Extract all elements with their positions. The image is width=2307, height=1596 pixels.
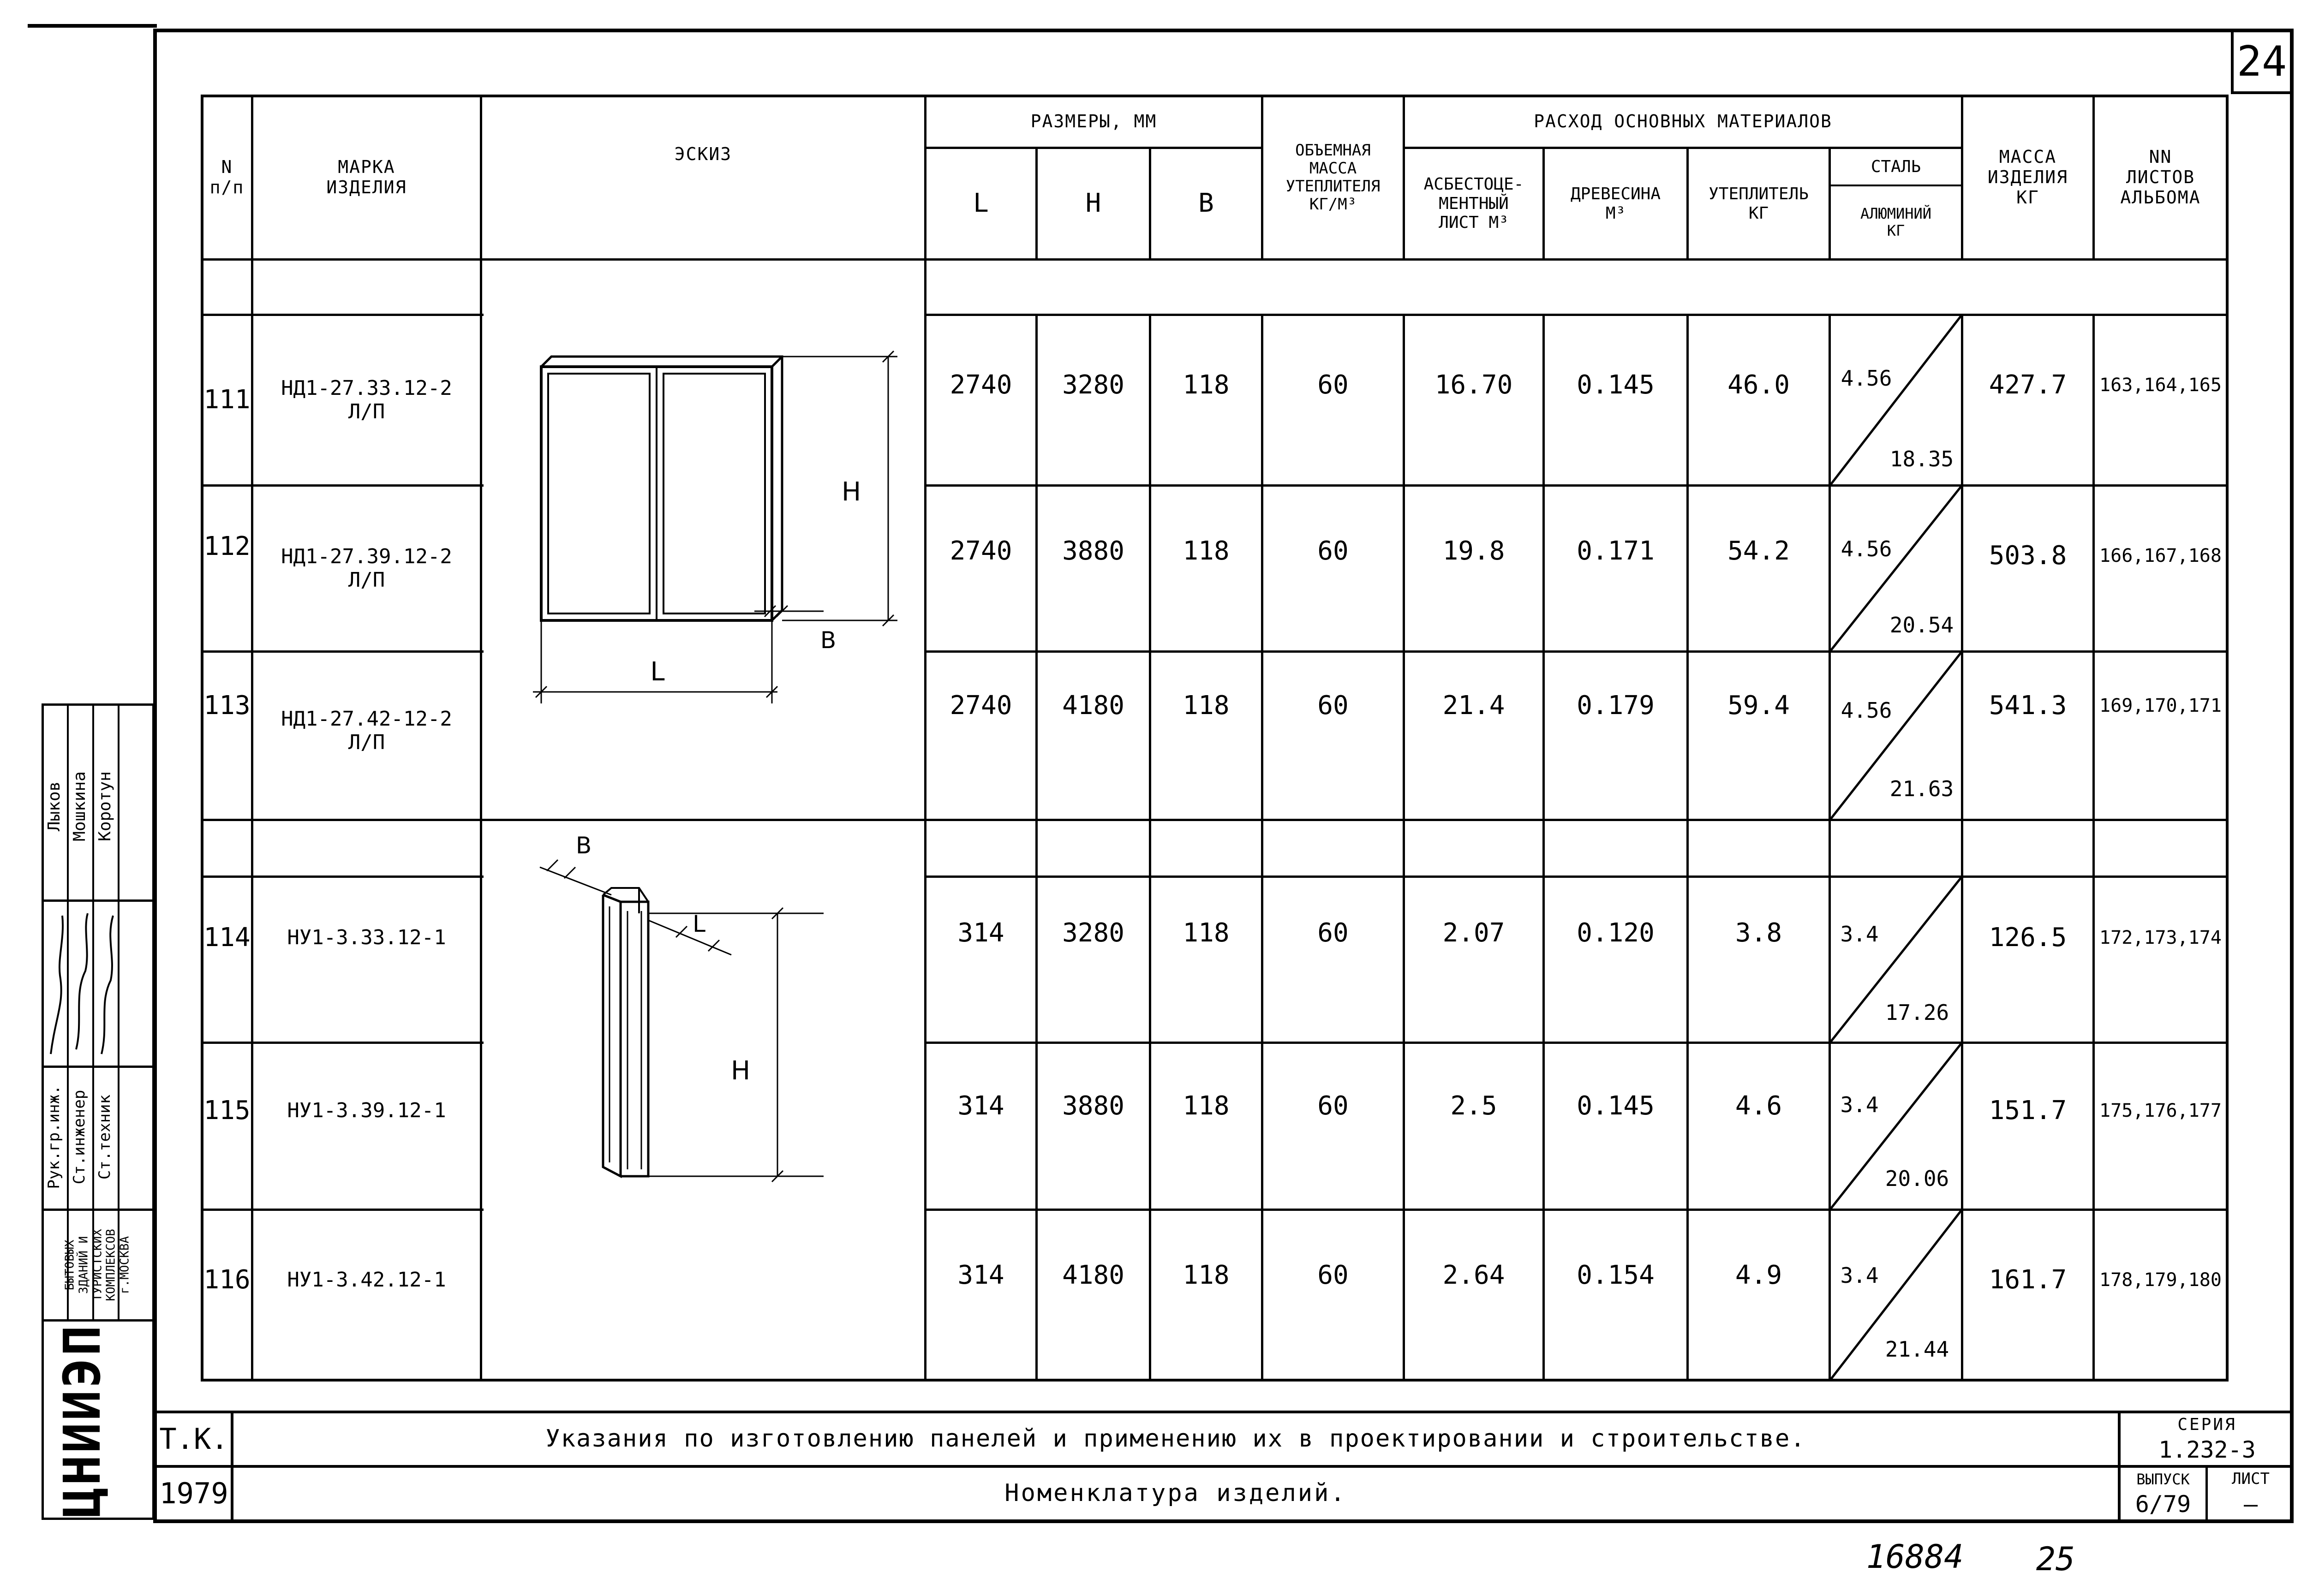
header-aluminium: АЛЮМИНИЙ КГ	[1860, 205, 1932, 239]
cell-steel: 4.56	[1841, 536, 1892, 561]
cell-num: 116	[203, 1264, 251, 1295]
cell-mass: 161.7	[1989, 1264, 2067, 1295]
series-label: СЕРИЯ	[2177, 1415, 2237, 1435]
cell-asbestos: 16.70	[1434, 369, 1513, 400]
cell-L: 314	[957, 917, 1004, 948]
cell-insulation: 4.6	[1735, 1090, 1782, 1121]
cell-aluminium: 20.06	[1885, 1166, 1949, 1191]
cell-num: 111	[203, 385, 251, 415]
cell-mark: НУ1-3.33.12-1	[287, 925, 446, 949]
cell-wood: 0.154	[1577, 1260, 1655, 1290]
dim-H-label-2: H	[730, 1056, 751, 1086]
inventory-number: 16884	[1866, 1537, 1964, 1576]
header-sheets: NN ЛИСТОВ АЛЬБОМА	[2120, 147, 2201, 208]
header-H: H	[1085, 188, 1101, 219]
stamp-role: Рук.гр.инж.	[45, 1085, 64, 1189]
stamp-role: Ст.техник	[96, 1094, 114, 1180]
signatures	[42, 902, 118, 1066]
cell-H: 4180	[1062, 690, 1124, 721]
cell-B: 118	[1183, 690, 1230, 721]
cell-density: 60	[1317, 917, 1349, 948]
cell-B: 118	[1183, 1260, 1230, 1290]
cell-sheets: 175,176,177	[2099, 1100, 2222, 1121]
dim-H-label: H	[841, 477, 861, 507]
header-L: L	[973, 188, 989, 219]
header-asbestos: АСБЕСТОЦЕ- МЕНТНЫЙ ЛИСТ М³	[1423, 175, 1524, 232]
cell-asbestos: 2.07	[1442, 917, 1505, 948]
cell-mass: 126.5	[1989, 922, 2067, 953]
cell-sheets: 178,179,180	[2099, 1269, 2222, 1291]
cell-density: 60	[1317, 369, 1349, 400]
cell-insulation: 59.4	[1727, 690, 1790, 721]
stamp-role: Ст.инженер	[70, 1090, 89, 1185]
cell-wood: 0.171	[1577, 536, 1655, 566]
cell-insulation: 3.8	[1735, 917, 1782, 948]
header-B: B	[1198, 188, 1214, 219]
org-logo: ЦНИИЭП	[52, 1323, 112, 1518]
stamp-name: Мошкина	[70, 771, 90, 841]
cell-H: 3880	[1062, 536, 1124, 566]
cell-sheets: 166,167,168	[2099, 545, 2222, 566]
tk-label: Т.К.	[159, 1422, 228, 1456]
dim-B-label: B	[820, 627, 837, 654]
cell-wood: 0.179	[1577, 690, 1655, 721]
cell-L: 2740	[950, 536, 1012, 566]
cell-B: 118	[1183, 1090, 1230, 1121]
cell-H: 3280	[1062, 917, 1124, 948]
cell-mass: 541.3	[1989, 690, 2067, 721]
org-name: БЫТОВЫХ ЗДАНИЙ И ТУРИСТСКИХ КОМПЛЕКСОВ г.МОСКВА	[63, 1229, 132, 1301]
header-steel: СТАЛЬ	[1871, 157, 1921, 176]
sheet-number: 24	[2236, 37, 2287, 86]
cell-steel: 3.4	[1840, 1263, 1879, 1288]
sheet-value: —	[2243, 1491, 2258, 1518]
cell-sheets: 172,173,174	[2099, 927, 2222, 948]
cell-mark: НД1-27.39.12-2 Л/П	[281, 544, 452, 592]
stamp-name: Коротун	[96, 771, 115, 841]
cell-num: 113	[203, 690, 251, 721]
cell-asbestos: 2.5	[1450, 1090, 1497, 1121]
issue-label: ВЫПУСК	[2136, 1470, 2190, 1488]
cell-wood: 0.145	[1577, 1090, 1655, 1121]
page-number: 25	[2036, 1540, 2075, 1578]
cell-asbestos: 19.8	[1442, 536, 1505, 566]
stamp-name: Лыков	[45, 781, 64, 832]
cell-L: 2740	[950, 690, 1012, 721]
cell-B: 118	[1183, 369, 1230, 400]
cell-sheets: 169,170,171	[2099, 695, 2222, 716]
cell-insulation: 4.9	[1735, 1260, 1782, 1290]
cell-L: 314	[957, 1260, 1004, 1290]
header-sketch: ЭСКИЗ	[674, 144, 732, 165]
cell-aluminium: 20.54	[1889, 612, 1954, 637]
header-insulation: УТЕПЛИТЕЛЬ КГ	[1709, 185, 1809, 223]
cell-insulation: 54.2	[1727, 536, 1790, 566]
cell-steel: 4.56	[1841, 697, 1892, 723]
cell-aluminium: 21.63	[1889, 776, 1954, 801]
cell-mass: 151.7	[1989, 1095, 2067, 1126]
cell-aluminium: 18.35	[1889, 446, 1954, 471]
doc-title: Указания по изготовлению панелей и применению их в проектировании и строительстве.	[545, 1425, 1806, 1453]
header-num: N п/п	[209, 157, 245, 197]
cell-insulation: 46.0	[1727, 369, 1790, 400]
cell-steel: 3.4	[1840, 1092, 1879, 1117]
header-mark: МАРКА ИЗДЕЛИЯ	[326, 157, 407, 197]
cell-density: 60	[1317, 536, 1349, 566]
cell-num: 114	[203, 922, 251, 953]
cell-B: 118	[1183, 536, 1230, 566]
cell-wood: 0.120	[1577, 917, 1655, 948]
cell-asbestos: 21.4	[1442, 690, 1505, 721]
cell-mark: НД1-27.42-12-2 Л/П	[281, 707, 452, 754]
panel-sketch	[482, 316, 924, 819]
header-wood: ДРЕВЕСИНА М³	[1570, 185, 1661, 223]
cell-mark: НУ1-3.39.12-1	[287, 1098, 446, 1122]
sheet-title: Номенклатура изделий.	[1004, 1479, 1347, 1507]
cell-L: 314	[957, 1090, 1004, 1121]
year: 1979	[159, 1477, 228, 1511]
corner-sketch	[482, 821, 924, 1382]
cell-H: 3280	[1062, 369, 1124, 400]
cell-num: 115	[203, 1095, 251, 1126]
cell-aluminium: 17.26	[1885, 1000, 1949, 1025]
cell-wood: 0.145	[1577, 369, 1655, 400]
cell-L: 2740	[950, 369, 1012, 400]
cell-asbestos: 2.64	[1442, 1260, 1505, 1290]
cell-mark: НУ1-3.42.12-1	[287, 1268, 446, 1292]
cell-num: 112	[203, 531, 251, 561]
dim-B-label-2: B	[575, 832, 592, 859]
dim-L-label: L	[650, 657, 665, 687]
header-mass: МАССА ИЗДЕЛИЯ КГ	[1987, 147, 2068, 208]
cell-density: 60	[1317, 1090, 1349, 1121]
dim-L-label-2: L	[693, 911, 705, 937]
cell-steel: 3.4	[1840, 921, 1879, 947]
cell-B: 118	[1183, 917, 1230, 948]
issue-value: 6/79	[2135, 1491, 2191, 1518]
cell-density: 60	[1317, 1260, 1349, 1290]
cell-mass: 427.7	[1989, 369, 2067, 400]
cell-mass: 503.8	[1989, 540, 2067, 571]
cell-H: 3880	[1062, 1090, 1124, 1121]
cell-mark: НД1-27.33.12-2 Л/П	[281, 376, 452, 423]
cell-H: 4180	[1062, 1260, 1124, 1290]
header-sizes: РАЗМЕРЫ, ММ	[1030, 111, 1157, 132]
cell-aluminium: 21.44	[1885, 1336, 1949, 1362]
cell-sheets: 163,164,165	[2099, 375, 2222, 396]
sheet-label: ЛИСТ	[2232, 1470, 2270, 1489]
series-value: 1.232-3	[2158, 1436, 2256, 1464]
header-consumption: РАСХОД ОСНОВНЫХ МАТЕРИАЛОВ	[1534, 111, 1832, 132]
cell-density: 60	[1317, 690, 1349, 721]
cell-steel: 4.56	[1841, 365, 1892, 391]
header-density: ОБЪЕМНАЯ МАССА УТЕПЛИТЕЛЯ КГ/М³	[1285, 141, 1381, 214]
